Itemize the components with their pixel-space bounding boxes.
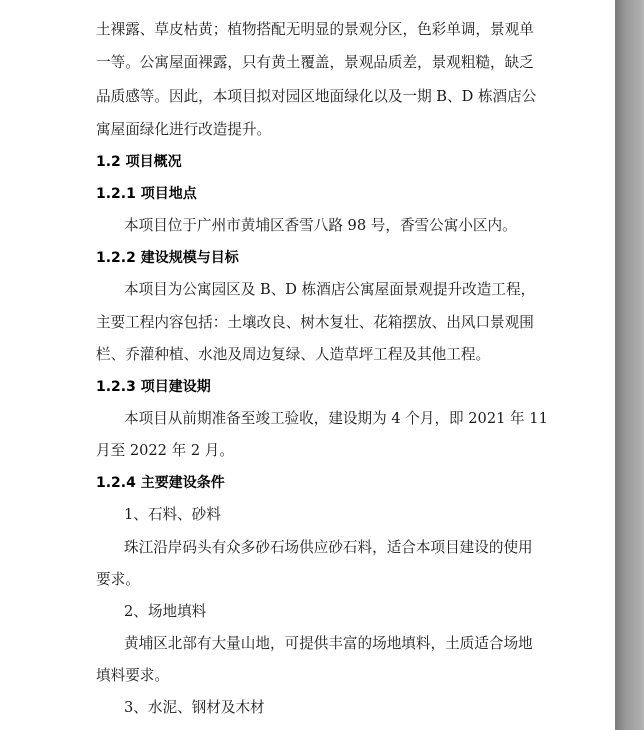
paragraph-line: 月至 2022 年 2 月。	[96, 442, 234, 459]
paragraph-line: 黄埔区北部有大量山地，可提供丰富的场地填料，土质适合场地	[124, 635, 533, 652]
viewer-background	[615, 0, 644, 730]
paragraph-line: 栏、乔灌种植、水池及周边复绿、人造草坪工程及其他工程。	[96, 346, 491, 363]
section-heading-1-2: 1.2 项目概况	[96, 154, 182, 170]
paragraph-line: 土裸露、草皮枯黄；植物搭配无明显的景观分区，色彩单调，景观单	[96, 21, 534, 38]
paragraph-line: 品质感等。因此，本项目拟对园区地面绿化以及一期 B、D 栋酒店公	[96, 88, 537, 105]
paragraph-line: 本项目从前期准备至竣工验收，建设期为 4 个月，即 2021 年 11	[124, 410, 548, 427]
paragraph-line: 本项目为公寓园区及 B、D 栋酒店公寓屋面景观提升改造工程，	[124, 281, 536, 298]
paragraph-line: 主要工程内容包括：土壤改良、树木复壮、花箱摆放、出风口景观围	[96, 314, 534, 331]
list-item-heading: 1、石料、砂料	[124, 506, 221, 523]
subsection-heading-1-2-1: 1.2.1 项目地点	[96, 186, 197, 202]
paragraph-line: 寓屋面绿化进行改造提升。	[96, 121, 272, 138]
paragraph-line: 一等。公寓屋面裸露，只有黄土覆盖，景观品质差，景观粗糙，缺乏	[96, 54, 534, 71]
subsection-heading-1-2-2: 1.2.2 建设规模与目标	[96, 250, 239, 266]
subsection-heading-1-2-3: 1.2.3 项目建设期	[96, 379, 211, 395]
list-item-heading: 2、场地填料	[124, 603, 207, 620]
paragraph-line: 本项目位于广州市黄埔区香雪八路 98 号，香雪公寓小区内。	[124, 217, 517, 234]
list-item-heading: 3、水泥、钢材及木材	[124, 699, 265, 716]
subsection-heading-1-2-4: 1.2.4 主要建设条件	[96, 475, 225, 491]
paragraph-line: 填料要求。	[96, 667, 169, 684]
paragraph-line: 珠江沿岸码头有众多砂石场供应砂石料，适合本项目建设的使用	[124, 539, 533, 556]
paragraph-line: 要求。	[96, 571, 140, 588]
